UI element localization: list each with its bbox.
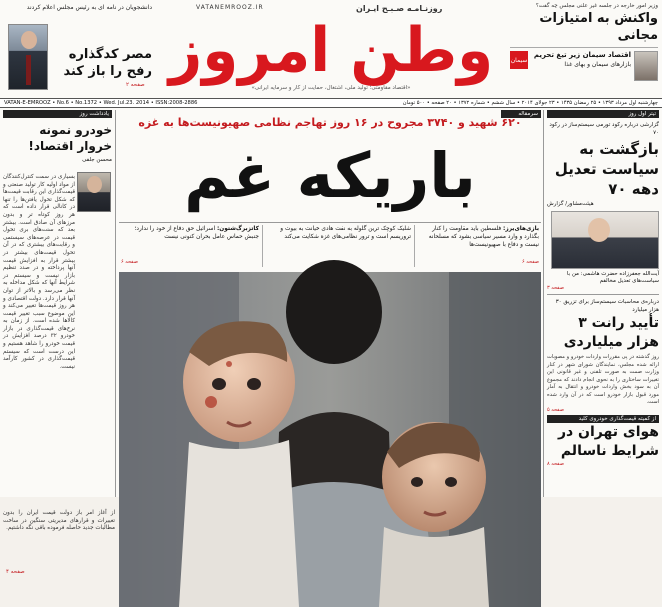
caption-left-page-ref: صفحه ۶: [121, 259, 138, 265]
teaser-thumbnail: [634, 51, 658, 81]
story2-kicker: درباره‌ی محاسبات سیستم‌ساز برای تزریق ۳۰ هزار میلیارد: [555, 299, 659, 313]
caption-divider: [262, 225, 263, 267]
section-label-top-story: تیتر اول روز: [547, 110, 659, 118]
folio-bar: [0, 98, 662, 108]
logo-url[interactable]: VATANEMROOZ.IR: [196, 4, 264, 11]
story1-byline: هیئت‌مشاور/ گزارش: [547, 201, 594, 207]
story1-page-ref: صفحه ۳: [547, 285, 564, 291]
story2-body: روز گذشته در پی مقررات واردات خودرو و مصوبات ارائه شده مجلس، نمایندگان شورای شهر در کنار وزارت صمت به صورت تلفنی و غیر قانونی این تغییرات ساختاری را به نحوی انجام دادند که مجموع آن به سود بخش واردات خودرو و انتقال به آمار مورد قبول بازار خودرو است که در آن وارد شده است.: [547, 354, 659, 405]
story3-kicker: از کمیته قیمت‌گذاری خودروی کلید: [547, 415, 659, 423]
logo-subtitle: روزنـامـه صـبـح ایـران: [356, 4, 443, 13]
logo-text: وطن امروز: [168, 14, 494, 86]
editorial-page-ref: صفحه ۴: [6, 569, 25, 575]
story3-headline[interactable]: هوای تهران در شرایط ناسالم: [557, 423, 659, 459]
left-promo[interactable]: [4, 4, 152, 92]
editorial-body: [3, 174, 115, 371]
caption-middle[interactable]: شلیک کوچک ترین گلوله به نفت هادی خیانت به بیوت و تروریسم است و ترور نظامی‌های غزه شکایت می‌کند: [280, 226, 411, 240]
teaser-divider: [510, 47, 658, 48]
story3-page-ref: صفحه ۸: [547, 460, 564, 467]
teaser-logo: سیمان: [510, 51, 528, 69]
teaser-item-subtitle: بازارهای سیمان و بهای غذا: [564, 61, 631, 68]
center-column: [119, 110, 541, 497]
teaser-item-text: [531, 51, 631, 69]
story1-headline[interactable]: بازگشت به سیاست تعدیل دهه ۷۰: [554, 140, 659, 198]
logo-area: [156, 0, 506, 98]
caption-right-page-ref: صفحه ۶: [522, 259, 539, 265]
caption-left[interactable]: [121, 225, 259, 241]
folio-persian: چهارشنبه اول مرداد ۱۳۹۳ • ۲۵ رمضان ۱۴۳۵ • ۲۳ جولای ۲۰۱۴ • سال ششم • شماره ۱۳۷۲ • ۲۰ صفحه • ۵۰۰ تومان: [402, 100, 658, 106]
teaser-item[interactable]: [510, 51, 658, 85]
editorial-headline[interactable]: خودرو نمونه خروار اقتصاد!: [28, 123, 112, 153]
promo-photo: [8, 24, 48, 90]
right-teasers: [510, 2, 658, 94]
caption-right-text: فلسطین باید مقاومت را کنار بگذارد و وارد مسیر سیاسی بشود که مسلحانه نیست و دفاع با صهیونیست‌ها: [428, 226, 539, 248]
logo: [162, 14, 500, 86]
story1-kicker: گزارشی درباره رکود تورمی سیستم‌ساز در رکود ۷۰: [549, 122, 659, 136]
masthead: [0, 0, 662, 98]
promo-page-ref: صفحه ۲: [126, 82, 145, 88]
right-column: [543, 110, 659, 497]
caption-left-text: اسرائیل حق دفاع از خود را ندارد؛ جنبش حماس عامل بحران کنونی نیست: [134, 226, 259, 240]
teaser-headline[interactable]: واکنش به امتیازات مجانی: [539, 11, 658, 43]
editorial-body-text: بسیاری در سمت کنترل‌کنندگان از مواد اولیه کار تولید صنعتی و قیمت‌گذاری این رقابت قیمت‌ها که شکل تحول یافتن‌ها را تنها در کانالی قرار داده است که هر روز کوتاه تر و بدون مرزهای آن صادق است. بیشتر بعد که سنت‌های بری تحول قیمت در عرصه‌های سیستمی و رقابت‌های بیشتری که در آن تحول قیمت‌های بیشتر در بیشتر قرار به افزایش قیمت آنها پرداخته و در صدد تنظیم بازار نیست و سیستم در شرایط آنها که شکل مداخله به نظر می‌رسد و بالاتر از توان آنها قرار دارد. دولت اقتصادی و هر روز قیمت‌ها تغییر می‌کند و این موضوع سبب تغییر قیمت کالاها شده است. از زمان به نرخ‌های قیمت‌گذاری در بازار خودرو ۳۲ درصد افزایش در قیمت خودرو را شاهد هستیم و این درست است که سیستم قیمت‌گذاری در کشور کارآمد نیست.: [3, 174, 75, 370]
editorial-body-bottom: از آغاز امر باز دولت قیمت ایران را بدون تغییرات و قرارهای مدیریتی سنگین در ساخت مطالبات جدید حاصله فرموده باقی نگه داشتیم.: [3, 510, 115, 532]
column-divider: [547, 294, 659, 295]
story1-photo: [551, 211, 659, 269]
story2-page-ref: صفحه ۵: [547, 406, 564, 413]
section-label-lead: سرمقاله: [501, 110, 541, 118]
caption-right[interactable]: [417, 225, 539, 249]
lead-headline[interactable]: باریکه غم: [184, 139, 476, 212]
lead-subheadline[interactable]: ۶۲۰ شهید و ۳۷۴۰ مجروح در ۱۶ روز تهاجم نظامی صهیونیست‌ها به غزه: [138, 116, 522, 129]
caption-divider: [414, 225, 415, 267]
promo-headline[interactable]: مصر کدگذاره رفح را باز کند: [63, 47, 152, 79]
teaser-item-title: اقتصاد سیمان زیر تیغ تحریم: [533, 51, 631, 59]
editorial-byline: محسن جلفی: [82, 157, 112, 163]
section-label-editorial: یادداشت روز: [3, 110, 112, 118]
caption-left-lead: کاتزبرگ‌شتون:: [216, 226, 259, 232]
caption-right-lead: بازی‌های‌یرز:: [503, 226, 539, 232]
story2-headline[interactable]: تأیید رانت ۳ هزار میلیاردی: [563, 315, 659, 350]
lead-photo: [119, 272, 541, 607]
lead-photo-illustration: [119, 272, 541, 607]
folio-english: VATAN-E-EMROOZ • No.6 • No.1372 • Wed. Jul.23. 2014 • ISSN:2008-2886: [4, 100, 198, 106]
teaser-kicker: وزیر امور خارجه در جلسه غیر علنی مجلس چه گفت؟: [535, 3, 658, 9]
promo-tagline: دانشجویان در نامه ای به رئیس مجلس اعلام کردند: [26, 4, 152, 11]
logo-slogan: «اقتصاد مقاومتی؛ تولید ملی، اشتغال، حمایت از کار و سرمایه ایرانی»: [251, 85, 411, 91]
story1-caption: آیت‌الله جعفرزاده حضرت هاشمی: من با سیاست‌های تعدیل مخالفم: [566, 271, 659, 284]
left-column: [3, 110, 116, 575]
